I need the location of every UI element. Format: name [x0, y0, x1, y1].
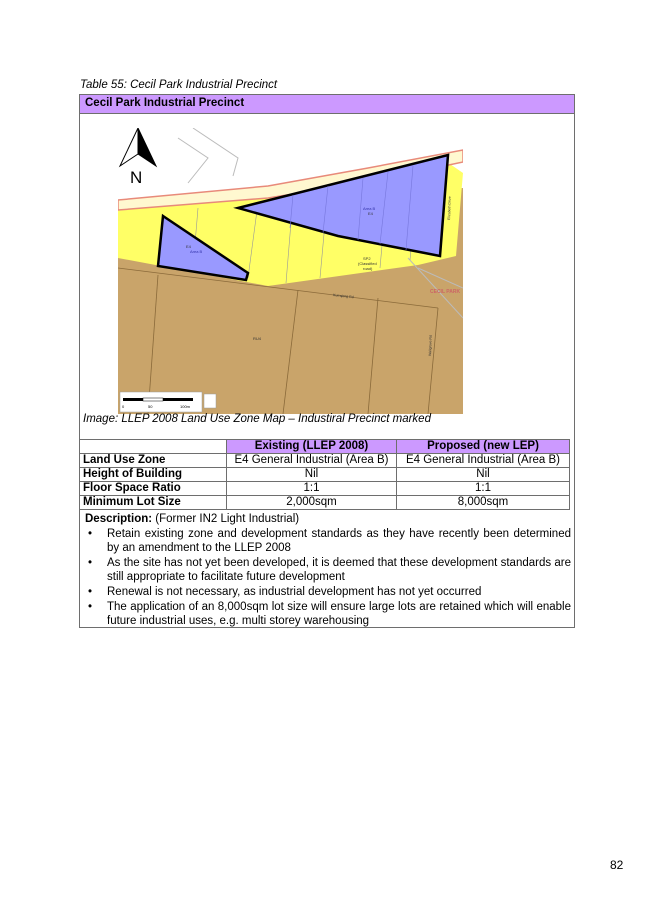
map-label-road-bottom: Kurrajong Rd: [332, 293, 354, 300]
map-label-rural: RU4: [253, 336, 262, 341]
row-label: Minimum Lot Size: [80, 496, 227, 510]
description-text: (Former IN2 Light Industrial): [152, 513, 300, 525]
row-proposed: 8,000sqm: [397, 496, 570, 510]
bullet: •: [88, 586, 93, 599]
table-caption: Table 55: Cecil Park Industrial Precinct: [80, 79, 278, 91]
table-header-title: Cecil Park Industrial Precinct: [80, 95, 574, 114]
map-label-road-lower-right: Wallgrove Rd: [428, 335, 433, 357]
scale-zero: 0: [122, 404, 125, 409]
list-item: [85, 601, 571, 628]
bullet: •: [88, 601, 93, 614]
scale-mid: 50: [148, 404, 153, 409]
comparison-header-row: [80, 440, 570, 454]
row-label: Height of Building: [80, 468, 227, 482]
image-caption: Image: LLEP 2008 Land Use Zone Map – Industiral Precinct marked: [83, 413, 431, 425]
land-use-zone-map: [118, 128, 463, 414]
description-label: Description:: [85, 513, 153, 525]
list-item-text: Renewal is not necessary, as industrial development has not yet occurred: [107, 586, 482, 599]
map-label-cecil-park: CECIL PARK: [430, 289, 461, 295]
header-proposed: Proposed (new LEP): [397, 440, 570, 454]
precinct-table: [79, 94, 575, 628]
bullet: •: [88, 557, 93, 570]
bullet: •: [88, 528, 93, 541]
list-item-text: The application of an 8,000sqm lot size will ensure large lots are retained which will enable future industrial uses, e.g. multi storey warehousing: [107, 601, 571, 627]
table-row: [80, 496, 570, 510]
row-proposed: E4 General Industrial (Area B): [397, 454, 570, 468]
header-blank-cell: [80, 440, 227, 454]
row-label: Land Use Zone: [80, 454, 227, 468]
map-label-road: road): [363, 266, 373, 271]
list-item: [85, 557, 571, 584]
map-label-e4-left: E4: [186, 244, 191, 249]
header-existing: Existing (LLEP 2008): [227, 440, 397, 454]
map-label-classified: (Classified: [358, 261, 377, 266]
row-label: Floor Space Ratio: [80, 482, 227, 496]
scale-end: 100m: [180, 404, 191, 409]
list-item-text: Retain existing zone and development standards as they have recently been determined by an amendment to the LLEP 2008: [107, 528, 571, 554]
north-label: N: [130, 168, 143, 187]
row-existing: E4 General Industrial (Area B): [227, 454, 397, 468]
map-label-road-right: Elizabeth Drive: [447, 196, 452, 221]
description-list: [85, 528, 571, 628]
row-existing: Nil: [227, 468, 397, 482]
row-existing: 1:1: [227, 482, 397, 496]
map-label-area-b-left: Area B: [190, 249, 203, 254]
comparison-table: [79, 439, 570, 510]
table-row: [80, 482, 570, 496]
description-block: [85, 513, 571, 630]
row-proposed: 1:1: [397, 482, 570, 496]
table-row: [80, 454, 570, 468]
page-number: 82: [610, 858, 624, 872]
description-heading: [85, 513, 571, 526]
scale-bar: [120, 392, 202, 412]
list-item: [85, 586, 571, 599]
list-item: [85, 528, 571, 555]
list-item-text: As the site has not yet been developed, it is deemed that these development standards are still appropriate to facilitate future development: [107, 557, 571, 583]
map-label-sp2: SP2: [363, 256, 371, 261]
map-label-e4-top: E4: [368, 211, 373, 216]
map-label-area-b-top: Area B: [363, 206, 376, 211]
row-existing: 2,000sqm: [227, 496, 397, 510]
row-proposed: Nil: [397, 468, 570, 482]
table-row: [80, 468, 570, 482]
